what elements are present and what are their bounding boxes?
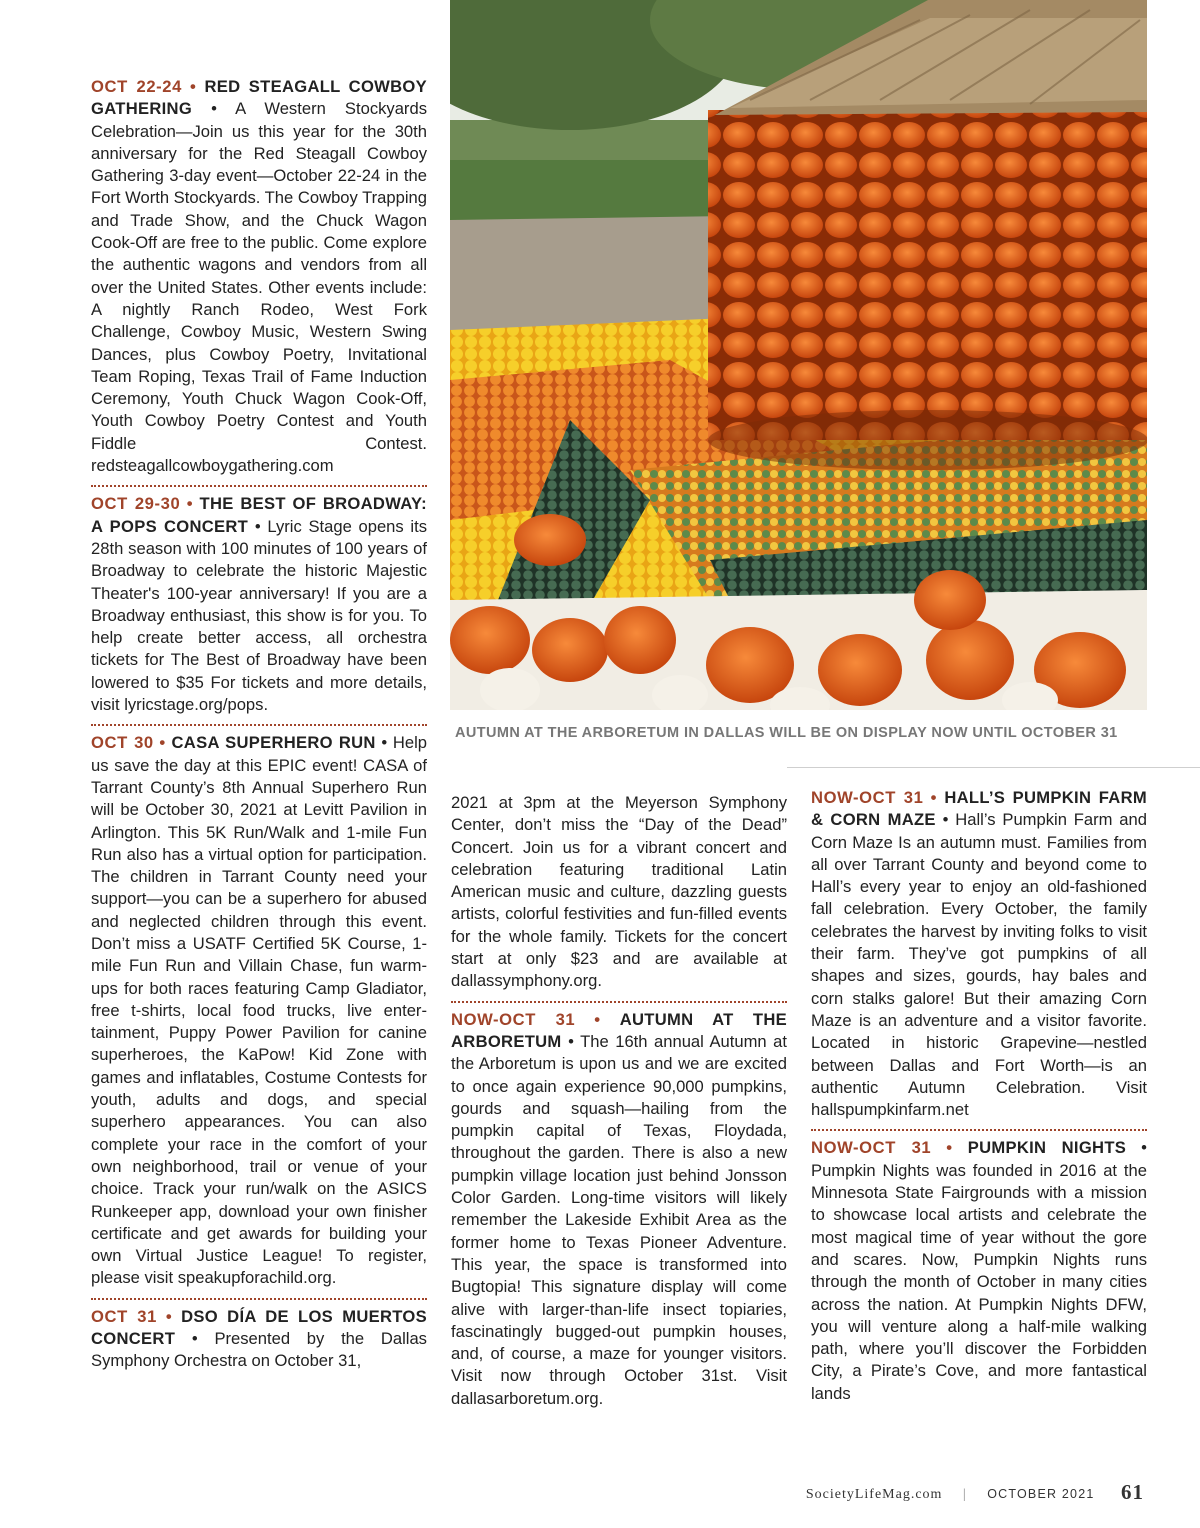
bullet: • bbox=[186, 494, 194, 514]
event-body-continued: 2021 at 3pm at the Meyerson Symphony Center, don’t miss the “Day of the Dead” Concert. Join us for a vibrant concert and celebration featuring traditional Latin American music and culture, dazzling guests artists, colorful festivities and fun-filled events for the whole family. Tickets for the concert start at only $23 and are available at dallassymphony.org. bbox=[451, 793, 787, 991]
dotted-divider bbox=[91, 724, 427, 726]
bullet: • bbox=[930, 788, 938, 807]
event-date: NOW-OCT 31 bbox=[811, 1138, 932, 1158]
event-halls-pumpkin-farm bbox=[811, 787, 1147, 1121]
event-date: NOW-OCT 31 bbox=[451, 1009, 576, 1029]
horizontal-divider bbox=[787, 767, 1200, 768]
bullet: • bbox=[381, 733, 388, 753]
arboretum-photo bbox=[450, 0, 1147, 710]
pumpkin-house-illustration bbox=[450, 0, 1147, 710]
event-date: NOW-OCT 31 bbox=[811, 788, 924, 807]
bullet: • bbox=[942, 810, 949, 830]
dotted-divider bbox=[811, 1129, 1147, 1131]
page-number: 61 bbox=[1121, 1480, 1144, 1504]
bullet: • bbox=[568, 1031, 574, 1051]
photo-caption: AUTUMN AT THE ARBORETUM IN DALLAS WILL BE ON DISPLAY NOW UNTIL OCTOBER 31 bbox=[455, 725, 1118, 741]
bullet: • bbox=[190, 77, 197, 96]
dotted-divider bbox=[91, 1298, 427, 1300]
bullet: • bbox=[211, 99, 217, 119]
event-date: OCT 29-30 bbox=[91, 494, 181, 514]
page-footer bbox=[806, 1480, 1144, 1505]
event-body: Hall’s Pumpkin Farm and Corn Maze Is an autumn must. Families from all over Tarrant County and beyond come to Hall’s every year to enjoy an old-fashioned fall celebration. Every October, the family celebrates the harvest by inviting folks to visit their farm. They’ve got pumpkins of all shapes and sizes, gourds, hay bales and corn stalks galore! But their amazing Corn Maze is an adventure and a visitor favorite. Located in historic Grapevine—nestled between Dallas and Fort Worth—is an authentic Autumn Celebration. Visit hallspumpkinfarm.net bbox=[811, 810, 1147, 1120]
dotted-divider bbox=[91, 485, 427, 487]
bullet: • bbox=[165, 1306, 173, 1326]
footer-site: SocietyLifeMag.com bbox=[805, 1487, 943, 1502]
bullet: • bbox=[946, 1138, 953, 1158]
footer-issue: OCTOBER 2021 bbox=[987, 1487, 1095, 1501]
column-middle bbox=[451, 792, 787, 1410]
event-date: OCT 22-24 bbox=[91, 77, 182, 96]
event-body: Help us save the day at this EPIC event! CASA of Tarrant County’s 8th Annual Superhero Run will be October 30, 2021 at Levitt Pavilion in Arlington. This 5K Run/Walk and 1-mile Fun Run also has a virtual option for participation. The children in Tarrant County need your support—you can be a superhero for abused and neglected children through this event. Don’t miss a USATF Certified 5K Course, 1-mile Fun Run and Villain Chase, fun warm-ups for both races featuring Camp Gladiator, free t-shirts, local food trucks, live entertainment, Puppy Power Pavilion for canine superheroes, the KaPow! Kid Zone with games and inflatables, Costume Contests for youth, adults and dogs, and special superhero appearances. You can also complete your race in the comfort of your own neighborhood, trail or venue of your choice. Track your run/walk on the ASICS Runkeeper app, download your own finisher certificate and get awards for building your own Virtual Justice League! To register, please visit speakupforachild.org. bbox=[91, 733, 427, 1288]
event-superhero-run bbox=[91, 732, 427, 1289]
event-body: Lyric Stage opens its 28th season with 100 minutes of 100 years of Broadway to celebrate the historic Majestic Theater's 100-year anniversary! If you are a Broadway enthusiast, this show is for you. To help create better access, all orchestra tickets for The Best of Broadway have been lowered to $35 For tickets and more details, visit lyricstage.org/pops. bbox=[91, 516, 427, 715]
event-title: PUMPKIN NIGHTS bbox=[967, 1138, 1127, 1158]
event-broadway bbox=[91, 493, 427, 716]
event-red-steagall bbox=[91, 76, 427, 477]
column-right bbox=[811, 787, 1147, 1405]
event-date: OCT 30 bbox=[91, 733, 154, 753]
event-title: DSO DÍA DE LOS MUERTOS CONCERT bbox=[91, 1306, 427, 1349]
column-left bbox=[91, 76, 427, 1373]
event-body: The 16th annual Autumn at the Arboretum is upon us and we are excited to once again experience 90,000 pumpkins, gourds and squash—hailing from the pumpkin capital of Texas, Floydada, throughout the garden. There is also a new pumpkin village location just behind Jonsson Color Garden. Long-time visitors will likely remember the Lakeside Exhibit Area as the former home to Texas Pioneer Adventure. This year, the space is transformed into Bugtopia! This signature display will come alive with larger-than-life insect topiaries, fascinatingly bugged-out pumpkin houses, and, of course, a maze for younger visitors. Visit now through October 31st. Visit dallasarboretum.org. bbox=[451, 1031, 787, 1408]
bullet: • bbox=[254, 516, 261, 536]
event-title: CASA SUPERHERO RUN bbox=[171, 733, 376, 753]
footer-separator: | bbox=[962, 1487, 967, 1502]
event-title: RED STEAGALL COWBOY GATHERING bbox=[91, 77, 427, 119]
event-title: THE BEST OF BROADWAY: A POPS CONCERT bbox=[91, 494, 427, 536]
dotted-divider bbox=[451, 1001, 787, 1003]
event-body: Presented by the Dallas Symphony Orchestra on October 31, bbox=[91, 1329, 427, 1371]
event-date: OCT 31 bbox=[91, 1306, 157, 1326]
event-title: AUTUMN AT THE ARBORETUM bbox=[451, 1009, 787, 1051]
event-arboretum bbox=[451, 1009, 787, 1410]
bullet: • bbox=[594, 1009, 601, 1029]
event-body: Pumpkin Nights was founded in 2016 at the Minnesota State Fairgrounds with a mission to showcase local artists and celebrate the most magical time of year without the gore and scares. Now, Pumpkin Nights runs through the month of October in many cities across the nation. At Pumpkin Nights DFW, you will venture along a half-mile walking path, where you’ll discover the Forbidden City, a Pirate’s Cove, and more fantastical lands bbox=[811, 1160, 1147, 1403]
event-title: HALL’S PUMPKIN FARM & CORN MAZE bbox=[811, 788, 1147, 830]
event-dso-continued bbox=[451, 792, 787, 993]
bullet: • bbox=[159, 733, 166, 753]
bullet: • bbox=[1141, 1138, 1147, 1158]
bullet: • bbox=[191, 1329, 198, 1349]
event-dso bbox=[91, 1306, 427, 1373]
event-body: A Western Stockyards Celebration—Join us this year for the 30th anniversary for the Red Steagall Cowboy Gathering 3-day event—October 22-24 in the Fort Worth Stockyards. The Cowboy Trapping and Trade Show, and the Chuck Wagon Cook-Off are free to the public. Come explore the authentic wagons and vendors from all over the United States. Other events include: A nightly Ranch Rodeo, West Fork Challenge, Cowboy Music, Western Swing Dances, plus Cowboy Poetry, Invitational Team Roping, Texas Trail of Fame Induction Ceremony, Youth Chuck Wagon Cook-Off, Youth Cowboy Poetry Contest and Youth Fiddle Contest. redsteagallcowboygathering.com bbox=[91, 99, 428, 476]
event-pumpkin-nights bbox=[811, 1137, 1147, 1405]
